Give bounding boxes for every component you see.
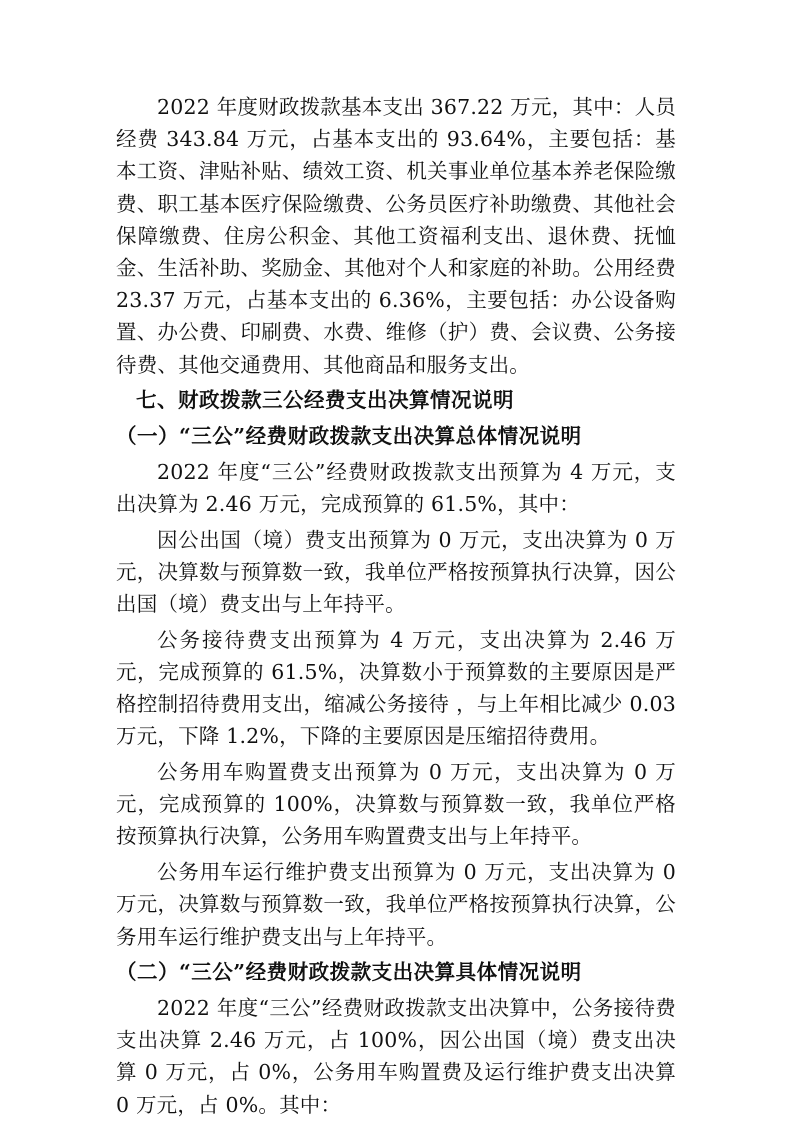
paragraph-reception: 公务接待费支出预算为 4 万元，支出决算为 2.46 万元，完成预算的 61.5%，决算数小于预算数的主要原因是严格控制招待费用支出，缩减公务接待 ，与上年相比减少 0.03 万元，下降 1.2%，下降的主要原因是压缩招待费用。 [116, 627, 676, 749]
paragraph-specific-breakdown: 2022 年度“三公”经费财政拨款支出决算中，公务接待费支出决算 2.46 万元，占 100%，因公出国（境）费支出决算 0 万元，占 0%，公务用车购置费及运行维护费支出决算 0 万元，占 0%。其中： [116, 995, 676, 1117]
subheading-specific: （二）“三公”经费财政拨款支出决算具体情况说明 [116, 960, 582, 985]
paragraph-overseas-travel: 因公出国（境）费支出预算为 0 万元，支出决算为 0 万元，决算数与预算数一致，我单位严格按预算执行决算，因公出国（境）费支出与上年持平。 [116, 527, 676, 617]
subheading-overall: （一）“三公”经费财政拨款支出决算总体情况说明 [116, 424, 582, 449]
paragraph-vehicle-purchase: 公务用车购置费支出预算为 0 万元，支出决算为 0 万元，完成预算的 100%，决算数与预算数一致，我单位严格按预算执行决算，公务用车购置费支出与上年持平。 [116, 760, 676, 849]
paragraph-basic-expenditure: 2022 年度财政拨款基本支出 367.22 万元，其中：人员经费 343.84 万元，占基本支出的 93.64%，主要包括：基本工资、津贴补贴、绩效工资、机关事业单位基本养老保险缴费、职工基本医疗保险缴费、公务员医疗补助缴费、其他社会保障缴费、住房公积金、其他工资福利支出、退休费、抚恤金、生活补助、奖励金、其他对个人和家庭的补助。公用经费 23.37 万元，占基本支出的 6.36%，主要包括：办公设备购置、办公费、印刷费、水费、维修（护）费、会议费、公务接待费、其他交通费用、其他商品和服务支出。 [116, 95, 676, 377]
paragraph-overall-budget: 2022 年度“三公”经费财政拨款支出预算为 4 万元，支出决算为 2.46 万元，完成预算的 61.5%，其中： [116, 459, 676, 516]
section-heading-three-public: 七、财政拨款三公经费支出决算情况说明 [136, 388, 514, 413]
document-body [116, 91, 676, 1124]
paragraph-vehicle-operation: 公务用车运行维护费支出预算为 0 万元，支出决算为 0 万元，决算数与预算数一致，我单位严格按预算执行决算，公务用车运行维护费支出与上年持平。 [116, 860, 676, 949]
